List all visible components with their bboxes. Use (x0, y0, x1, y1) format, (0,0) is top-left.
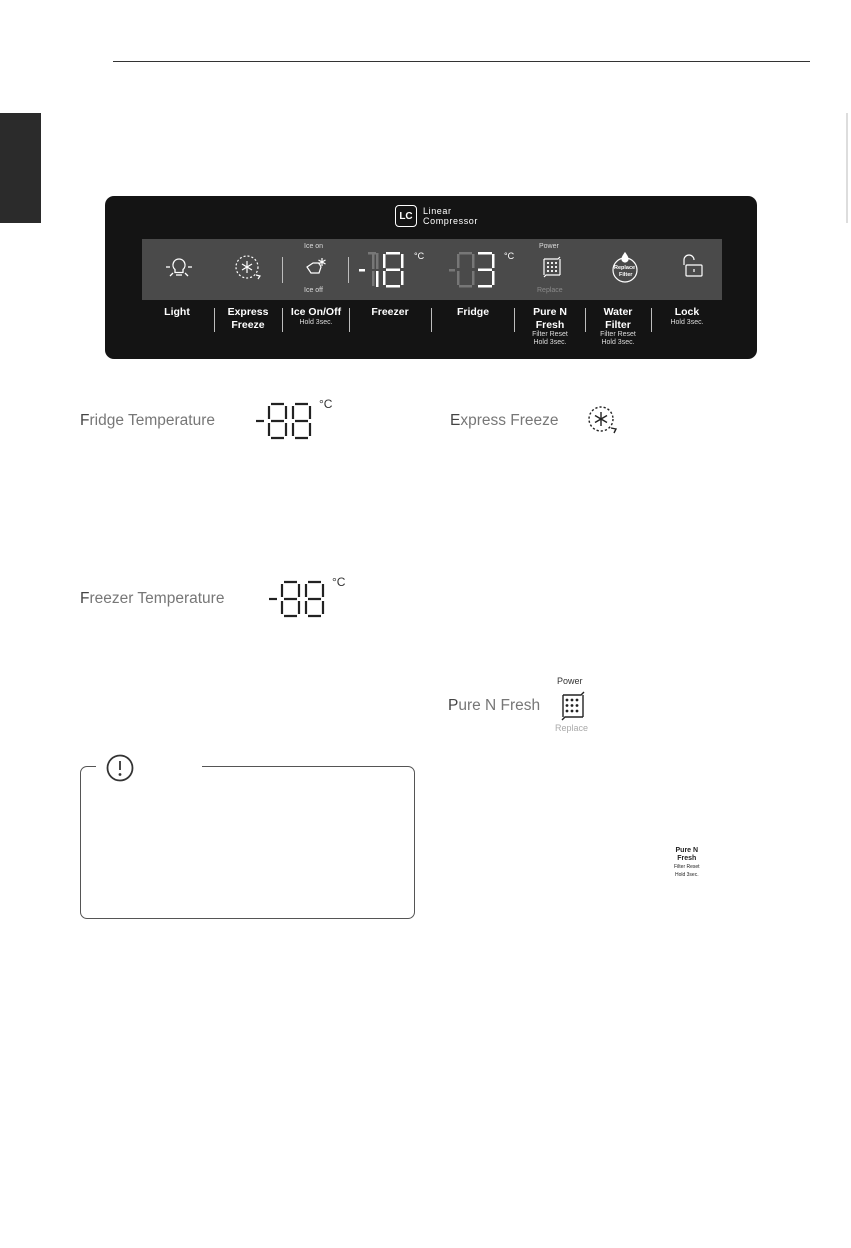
fridge-segment-display-icon (255, 402, 319, 440)
header-rule (113, 61, 810, 62)
light-button[interactable] (142, 306, 212, 319)
fridge-button-label: Fridge (456, 306, 490, 318)
margin-mark (846, 113, 848, 223)
ice-indicator (288, 239, 344, 300)
power-label: Power (539, 243, 559, 250)
light-indicator (154, 239, 204, 300)
display-strip (142, 239, 722, 300)
pure-n-fresh-button[interactable] (515, 306, 585, 347)
express-freeze-icon (584, 403, 624, 437)
ice-on-off-button-label: Ice On/Off (290, 306, 342, 318)
section-tab (0, 113, 41, 223)
water-filter-indicator (594, 239, 654, 300)
freezer-temp-unit: °C (332, 575, 346, 589)
fridge-display (444, 239, 534, 300)
freezer-button-label: Freezer (371, 306, 409, 318)
ice-on-label: Ice on (304, 243, 324, 250)
water-filter-button-label: Water Filter (603, 306, 633, 331)
freezer-button[interactable] (350, 306, 430, 319)
unlock-icon (678, 251, 708, 281)
light-bulb-icon (164, 254, 194, 284)
pure-n-fresh-indicator (526, 239, 580, 300)
pure-n-fresh-heading: Pure N Fresh (448, 697, 541, 714)
pure-n-fresh-hold: Filter Reset Hold 3sec. (532, 331, 568, 346)
note-box (80, 766, 415, 919)
ice-on-off-hold: Hold 3sec. (299, 318, 333, 326)
express-freeze-button-label: Express Freeze (227, 306, 269, 331)
lock-button[interactable] (652, 306, 722, 327)
pnf-power-label: Power (557, 676, 583, 686)
replace-filter-line2: Filter (619, 272, 633, 278)
fridge-button[interactable] (432, 306, 514, 319)
express-freeze-icon (232, 252, 264, 284)
ice-cube-icon (302, 255, 330, 283)
replace-filter-line1: Replace (614, 265, 636, 271)
pnf-replace-label: Replace (555, 723, 589, 733)
express-freeze-indicator (224, 239, 274, 300)
fridge-temp-unit: °C (319, 397, 333, 411)
pure-n-fresh-icon (538, 253, 566, 281)
freezer-seven-segment (358, 251, 414, 289)
water-filter-button[interactable] (586, 306, 650, 347)
express-freeze-heading: Express Freeze (450, 412, 559, 429)
control-panel (105, 196, 757, 359)
fridge-temperature-heading: Fridge Temperature (80, 412, 215, 429)
light-button-label: Light (164, 306, 190, 318)
replace-label: Replace (537, 287, 563, 294)
pure-n-fresh-icon (555, 690, 591, 722)
freezer-display (354, 239, 444, 300)
freezer-segment-display-icon (268, 580, 332, 618)
brand-line-2: Compressor (423, 216, 479, 226)
pure-n-fresh-button-label: Pure N Fresh (533, 306, 567, 331)
pure-n-fresh-button-graphic: Pure N Fresh Filter Reset Hold 3sec. (674, 847, 700, 878)
lock-button-label: Lock (674, 306, 700, 318)
brand-line-1: Linear (423, 206, 452, 216)
express-freeze-button[interactable] (215, 306, 281, 331)
brand-logo (395, 205, 478, 227)
ice-on-off-button[interactable] (283, 306, 349, 327)
lc-badge: LC (395, 205, 417, 227)
button-labels (142, 306, 722, 354)
fridge-degree: °C (504, 251, 515, 261)
freezer-degree: °C (414, 251, 425, 261)
fridge-seven-segment (448, 251, 504, 289)
caution-icon (105, 753, 135, 783)
freezer-temperature-heading: Freezer Temperature (80, 590, 225, 607)
lock-indicator (662, 239, 722, 300)
lock-hold: Hold 3sec. (670, 318, 704, 326)
ice-off-label: Ice off (304, 287, 323, 294)
water-filter-hold: Filter Reset Hold 3sec. (600, 331, 636, 346)
